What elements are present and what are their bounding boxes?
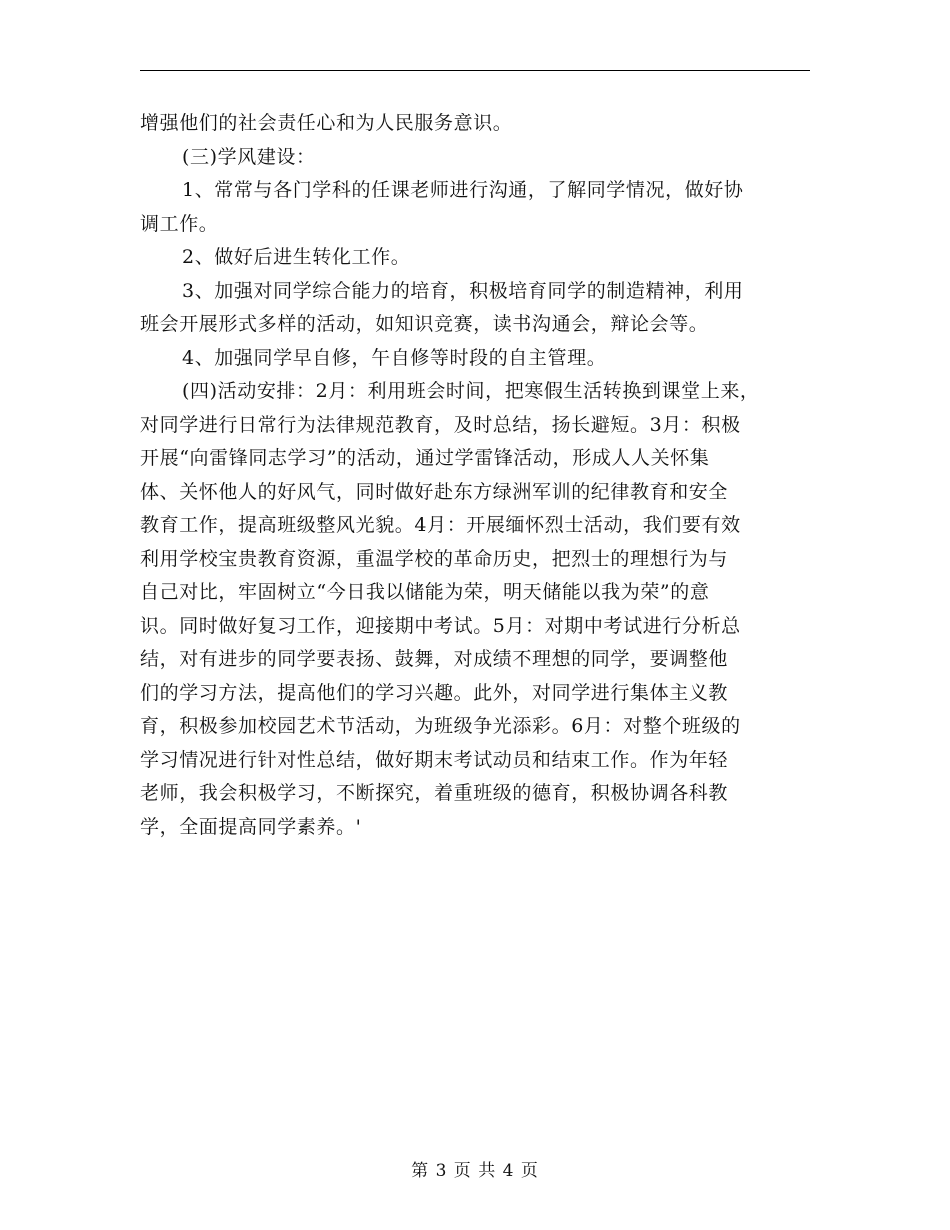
- text-line: (三)学风建设：: [182, 145, 316, 168]
- text-line: 老师，我会积极学习，不断探究，着重班级的德育，积极协调各科教: [140, 782, 729, 804]
- text-line: 结，对有进步的同学要表扬、鼓舞，对成绩不理想的同学，要调整他: [140, 648, 729, 670]
- text-line: 开展“向雷锋同志学习”的活动，通过学雷锋活动，形成人人关怀集: [140, 447, 710, 469]
- text-line: 班会开展形式多样的活动，如知识竞赛，读书沟通会，辩论会等。: [140, 313, 709, 335]
- text-line: 对同学进行日常行为法律规范教育，及时总结，扬长避短。3月：积极: [140, 413, 741, 436]
- text-line: 学习情况进行针对性总结，做好期末考试动员和结束工作。作为年轻: [140, 748, 729, 771]
- text-line: 们的学习方法，提高他们的学习兴趣。此外，对同学进行集体主义教: [140, 681, 729, 704]
- text-line: 教育工作，提高班级整风光貌。4月：开展缅怀烈士活动，我们要有效: [140, 514, 741, 536]
- text-line: 利用学校宝贵教育资源，重温学校的革命历史，把烈士的理想行为与: [140, 547, 729, 570]
- header-rule: [140, 70, 810, 71]
- text-line: 学，全面提高同学素养。': [140, 815, 362, 838]
- text-line: (四)活动安排：2月：利用班会时间，把寒假生活转换到课堂上来，: [182, 380, 760, 402]
- text-line: 3、加强对同学综合能力的培育，积极培育同学的制造精神，利用: [182, 279, 744, 302]
- body-text: [140, 107, 820, 844]
- text-line: 自己对比，牢固树立“今日我以储能为荣，明天储能以我为荣”的意: [140, 581, 710, 603]
- text-line: 体、关怀他人的好风气，同时做好赴东方绿洲军训的纪律教育和安全: [140, 480, 729, 503]
- text-line: 育，积极参加校园艺术节活动，为班级争光添彩。6月：对整个班级的: [140, 715, 741, 737]
- text-line: 识。同时做好复习工作，迎接期中考试。5月：对期中考试进行分析总: [140, 614, 741, 637]
- text-line: 1、常常与各门学科的任课老师进行沟通，了解同学情况，做好协: [182, 179, 744, 201]
- text-line: 增强他们的社会责任心和为人民服务意识。: [140, 112, 513, 134]
- page-number-footer: 第 3 页 共 4 页: [411, 1161, 539, 1181]
- text-line: 2、做好后进生转化工作。: [182, 246, 411, 268]
- text-line: 4、加强同学早自修，午自修等时段的自主管理。: [182, 346, 607, 369]
- text-line: 调工作。: [140, 212, 219, 235]
